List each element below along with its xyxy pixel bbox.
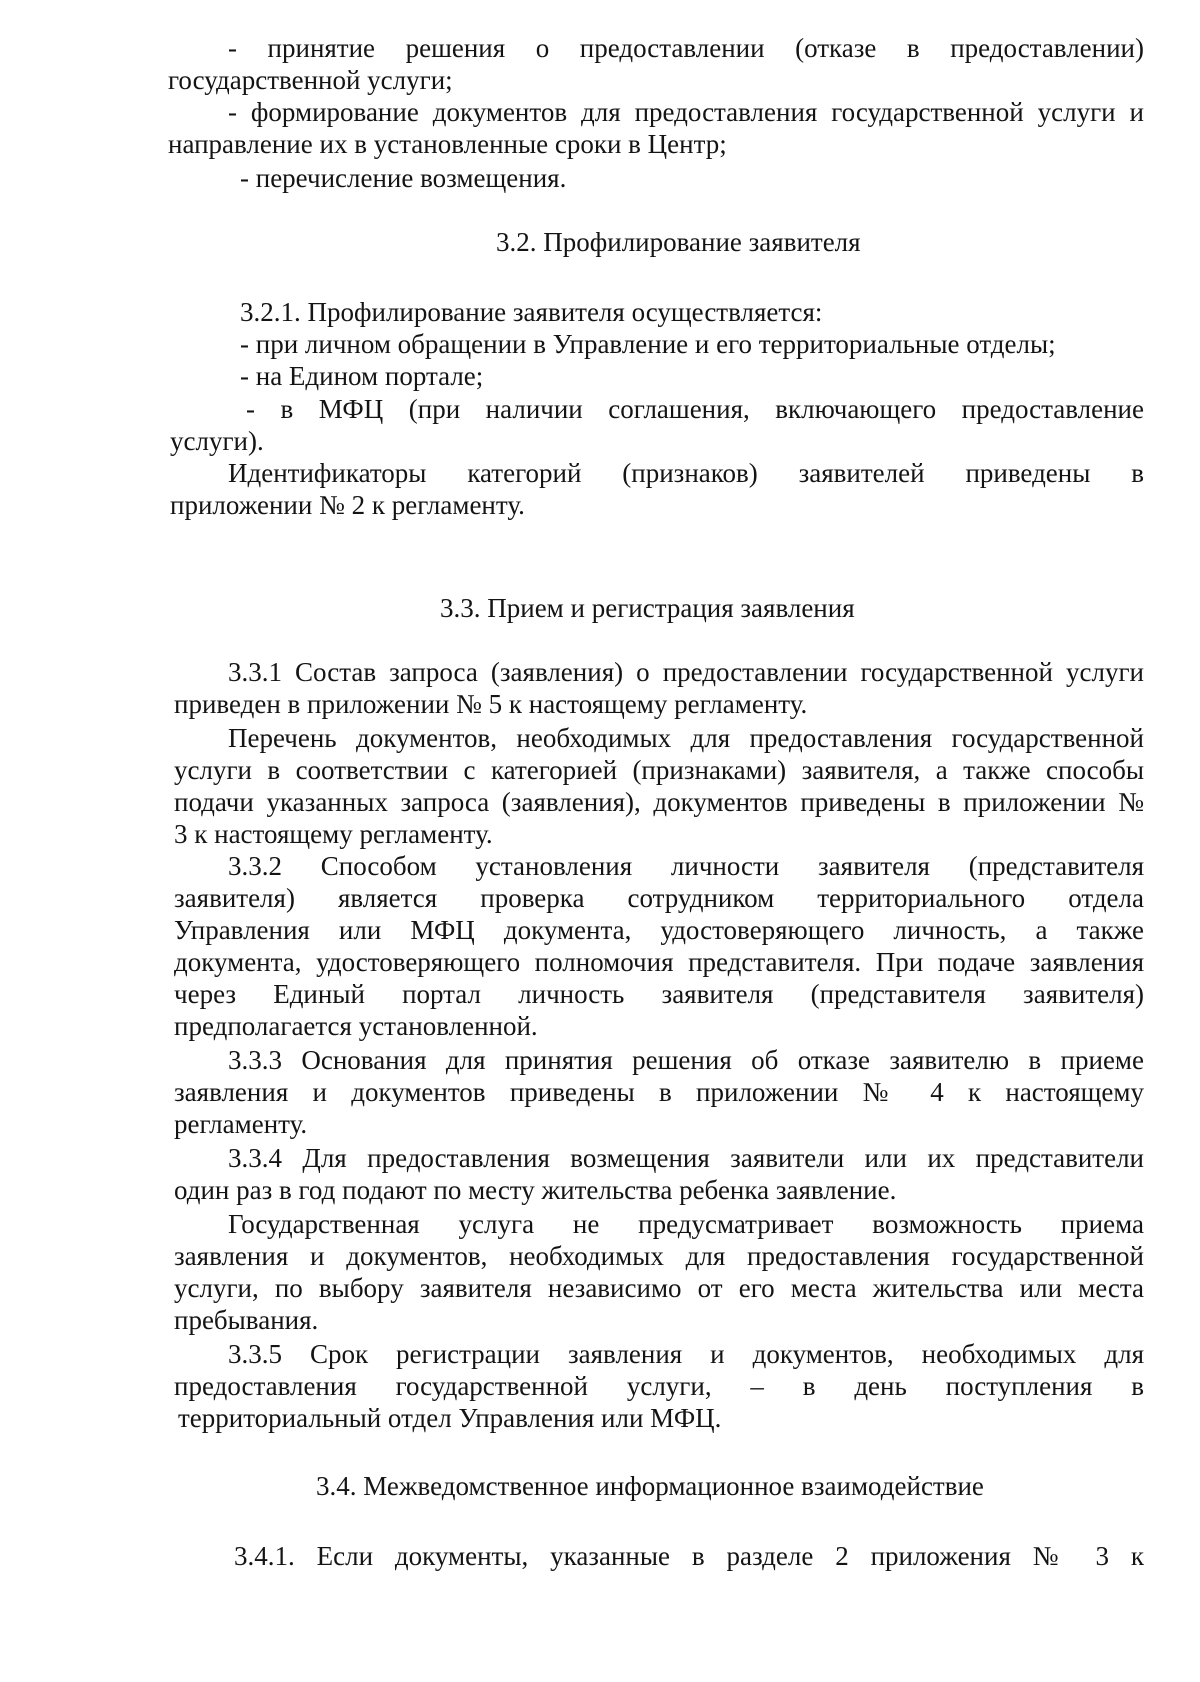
- paragraph-documents-list: Перечень документов, необходимых для предоставления государственной: [228, 723, 1144, 753]
- paragraph-3-3-2: 3.3.2 Способом установления личности заявителя (представителя: [228, 851, 1144, 881]
- list-item-forming-cont: направление их в установленные сроки в Центр;: [168, 129, 727, 159]
- paragraph-service-note-l2: заявления и документов, необходимых для предоставления государственной: [174, 1241, 1144, 1271]
- section-heading-3-4: 3.4. Межведомственное информационное взаимодействие: [316, 1471, 984, 1501]
- paragraph-3-3-5-l2: предоставления государственной услуги, – в день поступления в: [174, 1371, 1144, 1401]
- paragraph-3-3-4: 3.3.4 Для предоставления возмещения заявители или их представители: [228, 1143, 1144, 1173]
- paragraph-3-3-1-cont: приведен в приложении № 5 к настоящему регламенту.: [174, 689, 808, 719]
- list-item-transfer: - перечисление возмещения.: [240, 163, 567, 193]
- paragraph-3-3-1: 3.3.1 Состав запроса (заявления) о предоставлении государственной услуги: [228, 657, 1144, 687]
- paragraph-3-3-3: 3.3.3 Основания для принятия решения об отказе заявителю в приеме: [228, 1045, 1144, 1075]
- paragraph-service-note: Государственная услуга не предусматривает возможность приема: [228, 1209, 1144, 1239]
- section-heading-3-3: 3.3. Прием и регистрация заявления: [440, 593, 855, 623]
- list-item-personal: - при личном обращении в Управление и его территориальные отделы;: [240, 329, 1056, 359]
- list-item-forming: - формирование документов для предоставления государственной услуги и: [228, 97, 1144, 127]
- paragraph-3-3-4-l2: один раз в год подают по месту жительства ребенка заявление.: [174, 1175, 897, 1205]
- list-item-mfc-cont: услуги).: [170, 426, 264, 456]
- paragraph-3-3-5: 3.3.5 Срок регистрации заявления и документов, необходимых для: [228, 1339, 1144, 1369]
- paragraph-documents-list-l4: 3 к настоящему регламенту.: [174, 819, 493, 849]
- paragraph-documents-list-l2: услуги в соответствии с категорией (признаками) заявителя, а также способы: [174, 755, 1144, 785]
- paragraph-3-3-2-l3: Управления или МФЦ документа, удостоверяющего личность, а также: [174, 915, 1144, 945]
- paragraph-service-note-l3: услуги, по выбору заявителя независимо от его места жительства или места: [174, 1273, 1144, 1303]
- list-item-decision: - принятие решения о предоставлении (отказе в предоставлении): [228, 33, 1144, 63]
- paragraph-3-3-5-l3: территориальный отдел Управления или МФЦ.: [178, 1403, 722, 1433]
- paragraph-3-2-1: 3.2.1. Профилирование заявителя осуществляется:: [240, 297, 823, 327]
- paragraph-identifiers-cont: приложении № 2 к регламенту.: [170, 490, 525, 520]
- paragraph-3-3-2-l4: документа, удостоверяющего полномочия представителя. При подаче заявления: [174, 947, 1144, 977]
- list-item-decision-cont: государственной услуги;: [168, 65, 453, 95]
- paragraph-3-3-2-l5: через Единый портал личность заявителя (представителя заявителя): [174, 979, 1144, 1009]
- paragraph-documents-list-l3: подачи указанных запроса (заявления), документов приведены в приложении №: [174, 787, 1144, 817]
- paragraph-identifiers: Идентификаторы категорий (признаков) заявителей приведены в: [228, 458, 1144, 488]
- paragraph-3-3-3-l2: заявления и документов приведены в приложении № 4 к настоящему: [174, 1077, 1144, 1107]
- paragraph-3-3-2-l6: предполагается установленной.: [174, 1011, 538, 1041]
- section-heading-3-2: 3.2. Профилирование заявителя: [496, 227, 861, 257]
- paragraph-3-3-3-l3: регламенту.: [174, 1109, 308, 1139]
- paragraph-service-note-l4: пребывания.: [174, 1305, 319, 1335]
- list-item-mfc: - в МФЦ (при наличии соглашения, включающего предоставление: [246, 394, 1144, 424]
- paragraph-3-3-2-l2: заявителя) является проверка сотрудником территориального отдела: [174, 883, 1144, 913]
- paragraph-3-4-1: 3.4.1. Если документы, указанные в разделе 2 приложения № 3 к: [234, 1541, 1144, 1571]
- list-item-portal: - на Едином портале;: [240, 361, 484, 391]
